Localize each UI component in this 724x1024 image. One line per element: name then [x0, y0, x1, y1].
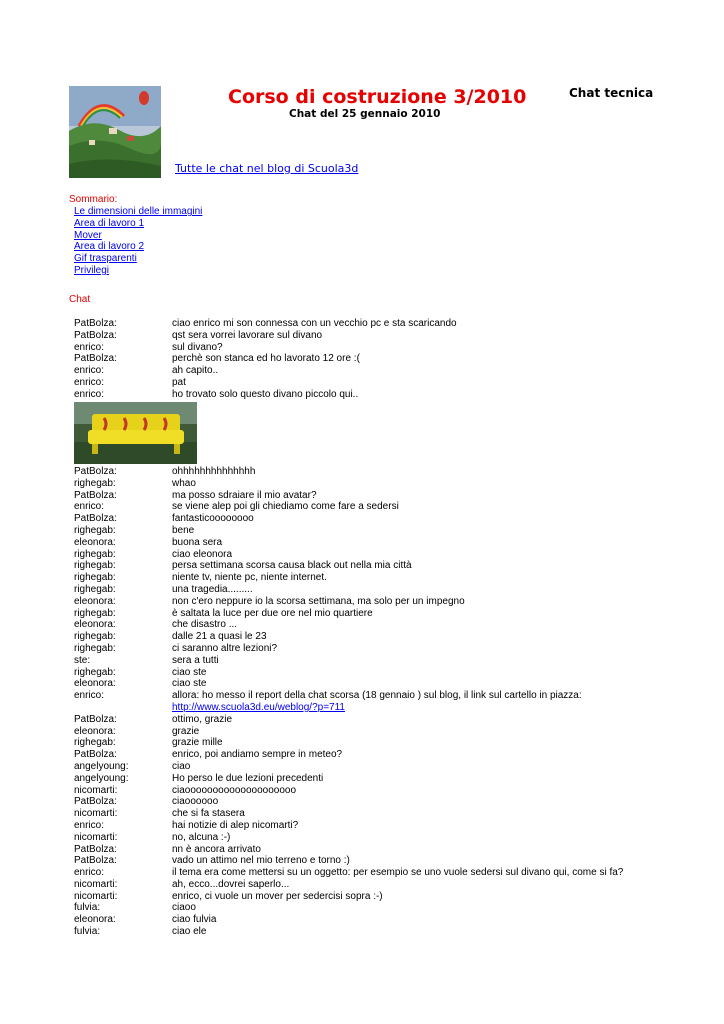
chat-message: nn è ancora arrivato — [172, 843, 261, 855]
chat-message: ho trovato solo questo divano piccolo qui.. — [172, 388, 359, 400]
chat-message: buona sera — [172, 536, 223, 548]
chat-author: angelyoung: — [74, 760, 129, 772]
chat-author: righegab: — [74, 524, 116, 536]
chat-author: PatBolza: — [74, 466, 117, 477]
toc-link[interactable]: Area di lavoro 1 — [74, 217, 145, 229]
chat-message: bene — [172, 524, 195, 536]
chat-author: PatBolza: — [74, 318, 117, 329]
chat-author: righegab: — [74, 737, 116, 749]
chat-message: ciao enrico mi son connessa con un vecchio pc e sta scaricando — [172, 318, 457, 329]
chat-author: righegab: — [74, 642, 116, 654]
chat-author: enrico: — [74, 341, 105, 353]
chat-author: fulvia: — [74, 926, 101, 938]
chat-message: vado un attimo nel mio terreno e torno :) — [172, 855, 350, 867]
chat-author: eleonora: — [74, 536, 116, 548]
chat-author: PatBolza: — [74, 855, 117, 867]
chat-message: ottimo, grazie — [172, 713, 233, 725]
chat-message: ci saranno altre lezioni? — [172, 642, 278, 654]
chat-author: righegab: — [74, 607, 116, 619]
chat-message: pat — [172, 376, 186, 388]
chat-message: che disastro ... — [172, 619, 238, 631]
chat-message: ah capito.. — [172, 365, 219, 377]
blog-link[interactable]: Tutte le chat nel blog di Scuola3d — [175, 162, 359, 175]
chat-message: allora: ho messo il report della chat scorsa (18 gennaio ) sul blog, il link sul cartello in piazza: — [172, 690, 582, 702]
chat-message: enrico, ci vuole un mover per sedercisi sopra :-) — [172, 890, 383, 902]
toc-item — [74, 265, 202, 277]
toc-item — [74, 230, 202, 242]
chat-author: PatBolza: — [74, 843, 117, 855]
chat-message: ah, ecco...dovrei saperlo... — [172, 878, 290, 890]
chat-heading: Chat — [69, 294, 91, 305]
chat-message: che si fa stasera — [172, 808, 245, 820]
chat-author: angelyoung: — [74, 772, 129, 784]
chat-message: persa settimana scorsa causa black out nella mia città — [172, 560, 412, 572]
chat-message: fantasticoooooooo — [172, 513, 254, 525]
chat-message: ciao ele — [172, 926, 207, 938]
chat-message: ciao eleonora — [172, 548, 233, 560]
chat-author: enrico: — [74, 376, 105, 388]
toc-link[interactable]: Area di lavoro 2 — [74, 241, 145, 253]
chat-author: nicomarti: — [74, 784, 118, 796]
chat-author: PatBolza: — [74, 513, 117, 525]
chat-message: grazie — [172, 725, 200, 737]
section-tag: Chat tecnica — [569, 86, 654, 100]
header-thumbnail-image — [69, 86, 161, 178]
chat-message-link[interactable]: http://www.scuola3d.eu/weblog/?p=711 — [172, 701, 345, 713]
chat-author: PatBolza: — [74, 749, 117, 761]
chat-author: nicomarti: — [74, 890, 118, 902]
chat-author: enrico: — [74, 365, 105, 377]
chat-message: ohhhhhhhhhhhhhh — [172, 466, 256, 477]
chat-message: dalle 21 a quasi le 23 — [172, 631, 267, 643]
chat-author: eleonora: — [74, 619, 116, 631]
sommario-heading: Sommario: — [69, 194, 118, 205]
chat-message: qst sera vorrei lavorare sul divano — [172, 329, 323, 341]
chat-message: Ho perso le due lezioni precedenti — [172, 772, 324, 784]
chat-author: righegab: — [74, 548, 116, 560]
chat-author: righegab: — [74, 560, 116, 572]
chat-author: enrico: — [74, 501, 105, 513]
chat-message: ciaoo — [172, 902, 196, 914]
chat-author: fulvia: — [74, 902, 101, 914]
chat-author: righegab: — [74, 666, 116, 678]
toc-link[interactable]: Gif trasparenti — [74, 253, 137, 265]
chat-message: se viene alep poi gli chiediamo come fare a sedersi — [172, 501, 399, 513]
chat-message: niente tv, niente pc, niente internet. — [172, 572, 327, 584]
toc-link[interactable]: Le dimensioni delle immagini — [74, 206, 203, 217]
page-title: Corso di costruzione 3/2010 — [228, 86, 527, 108]
chat-message: il tema era come mettersi su un oggetto: per esempio se uno vuole sedersi sul divano qui, come si fa? — [172, 867, 624, 879]
chat-message: una tragedia......... — [172, 583, 253, 595]
page-subtitle: Chat del 25 gennaio 2010 — [289, 108, 441, 120]
chat-author: eleonora: — [74, 595, 116, 607]
chat-author: eleonora: — [74, 725, 116, 737]
chat-message: ciaoooooooooooooooooooo — [172, 784, 297, 796]
chat-message: no, alcuna :-) — [172, 831, 231, 843]
table-of-contents — [74, 206, 202, 277]
chat-author: nicomarti: — [74, 808, 118, 820]
chat-message: ciao ste — [172, 678, 207, 690]
toc-link[interactable]: Privilegi — [74, 264, 110, 276]
chat-author: enrico: — [74, 867, 105, 879]
chat-message: ciao ste — [172, 666, 207, 678]
toc-link[interactable]: Mover — [74, 229, 102, 241]
chat-author: enrico: — [74, 690, 105, 702]
chat-author: righegab: — [74, 631, 116, 643]
chat-message: perchè son stanca ed ho lavorato 12 ore :( — [172, 353, 360, 365]
toc-item — [74, 241, 202, 253]
chat-author: righegab: — [74, 477, 116, 489]
chat-author: PatBolza: — [74, 713, 117, 725]
chat-message: sera a tutti — [172, 654, 219, 666]
chat-message: sul divano? — [172, 341, 223, 353]
chat-author: righegab: — [74, 572, 116, 584]
toc-item — [74, 253, 202, 265]
chat-author: PatBolza: — [74, 353, 117, 365]
chat-author: PatBolza: — [74, 796, 117, 808]
chat-author: nicomarti: — [74, 831, 118, 843]
chat-message: ma posso sdraiare il mio avatar? — [172, 489, 317, 501]
chat-message: ciao — [172, 760, 191, 772]
chat-author: PatBolza: — [74, 489, 117, 501]
chat-message: non c'ero neppure io la scorsa settimana, ma solo per un impegno — [172, 595, 465, 607]
chat-message: enrico, poi andiamo sempre in meteo? — [172, 749, 343, 761]
chat-message: whao — [172, 477, 196, 489]
chat-author: PatBolza: — [74, 329, 117, 341]
chat-message: grazie mille — [172, 737, 223, 749]
chat-author: eleonora: — [74, 914, 116, 926]
toc-item — [74, 218, 202, 230]
sofa-screenshot-image — [74, 402, 197, 464]
chat-author: enrico: — [74, 388, 105, 400]
chat-author: ste: — [74, 654, 91, 666]
chat-message: ciaoooooo — [172, 796, 219, 808]
chat-author: enrico: — [74, 819, 105, 831]
chat-message: hai notizie di alep nicomarti? — [172, 819, 299, 831]
chat-message: è saltata la luce per due ore nel mio quartiere — [172, 607, 373, 619]
chat-author: nicomarti: — [74, 878, 118, 890]
chat-author: righegab: — [74, 583, 116, 595]
chat-author: eleonora: — [74, 678, 116, 690]
chat-message: ciao fulvia — [172, 914, 217, 926]
toc-item — [74, 206, 202, 218]
